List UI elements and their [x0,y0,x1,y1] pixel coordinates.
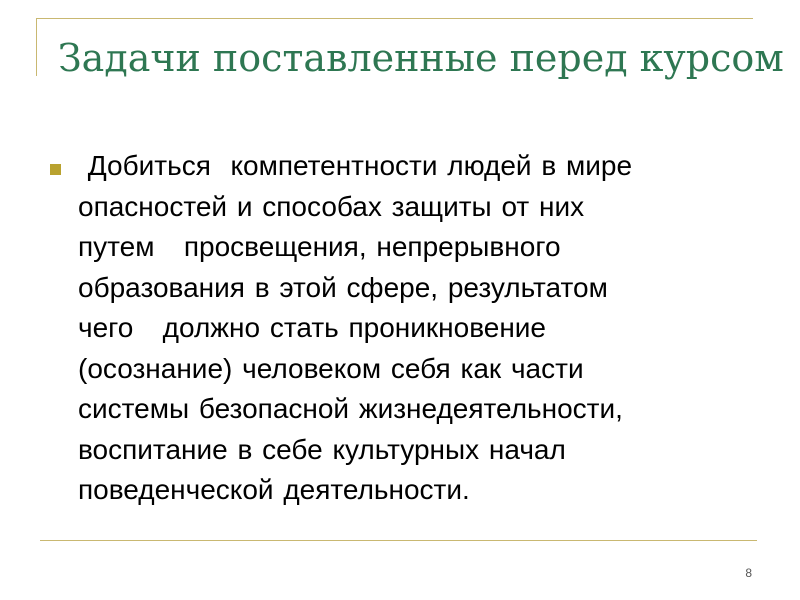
bullet-text-line: чего должно стать проникновение [78,312,547,343]
top-decorative-rule [36,18,753,19]
slide-title: Задачи поставленные перед курсом [58,36,784,80]
bullet-text-line: Добиться компетентности людей в мире [78,150,633,181]
bullet-text-line: воспитание в себе культурных начал [78,433,566,465]
bullet-text [78,146,758,511]
left-decorative-rule [36,18,37,76]
page-number: 8 [745,566,752,580]
bullet-text-line: опасностей и способах защиты от них [78,190,585,222]
bullet-text-line: (осознание) человеком себя как части [78,352,584,384]
bullet-text-line: поведенческой деятельности. [78,474,470,505]
square-bullet-icon [50,164,61,175]
bullet-text-line: системы безопасной жизнедеятельности, [78,393,623,424]
bullet-text-line: образования в этой сфере, результатом [78,271,608,303]
bottom-decorative-rule [40,540,757,541]
bullet-text-line: путем просвещения, непрерывного [78,231,561,262]
